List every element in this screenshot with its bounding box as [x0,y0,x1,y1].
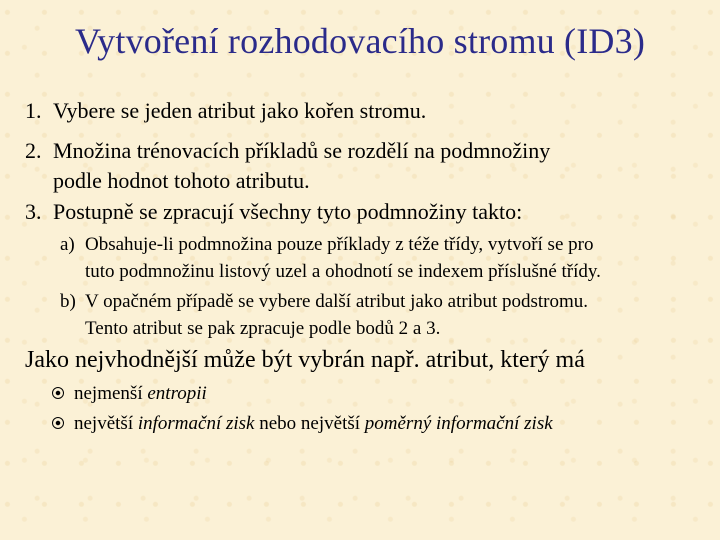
substep-text: V opačném případě se vybere další atribut jako atribut podstromu. [85,291,589,312]
bullet-text: nejmenší [74,383,148,404]
substep-letter: b) [60,291,76,312]
step-3 [25,199,522,225]
step-1 [25,98,426,124]
substep-a [60,231,601,285]
step-number: 1. [25,98,42,123]
substep-text: Obsahuje-li podmnožina pouze příklady z téže třídy, vytvoří se pro [85,234,594,255]
bullet-term: entropii [147,383,207,404]
bullet-item [52,383,207,405]
substep-text-cont: tuto podmnožinu listový uzel a ohodnotí se indexem příslušné třídy. [85,261,601,282]
slide-title: Vytvoření rozhodovacího stromu (ID3) [74,21,646,61]
bullet-term: poměrný informační zisk [364,413,553,434]
substep-letter: a) [60,234,75,255]
step-text-cont: podle hodnot tohoto atributu. [53,168,310,193]
step-text: Množina trénovacích příkladů se rozdělí na podmnožiny [53,138,551,163]
step-text: Postupně se zpracují všechny tyto podmnožiny takto: [53,199,523,224]
bullet-text: nebo největší [254,413,365,434]
bullet-text: největší [74,413,138,434]
bullet-dot-icon [52,417,64,429]
step-number: 2. [25,138,42,163]
bullet-dot-icon [52,387,64,399]
bullet-item [52,413,553,435]
step-number: 3. [25,199,42,224]
conclusion-text: Jako nejvhodnější může být vybrán např. atribut, který má [25,347,585,373]
step-text: Vybere se jeden atribut jako kořen stromu. [53,98,427,123]
substep-text-cont: Tento atribut se pak zpracuje podle bodů 2 a 3. [85,318,441,339]
step-2 [25,138,550,194]
bullet-term: informační zisk [137,413,255,434]
substep-b [60,288,588,342]
